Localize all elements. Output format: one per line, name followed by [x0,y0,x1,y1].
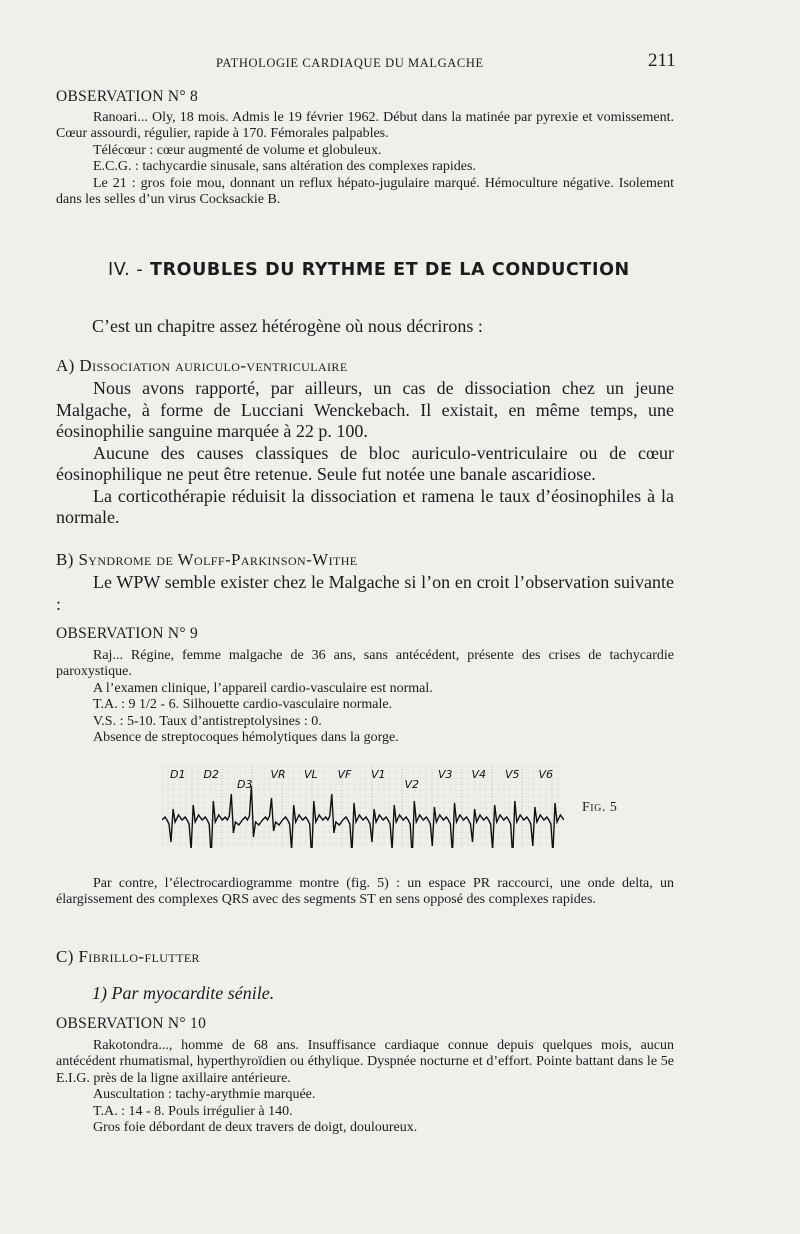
subsection-c-subheading: 1) Par myocardite sénile. [92,983,275,1003]
section-number: IV. - [108,260,144,280]
ecg-lead-label: V3 [438,768,453,781]
observation-8-heading: OBSERVATION N° 8 [56,88,199,105]
observation-8-body [56,110,674,208]
subsection-a-paragraph: La corticothérapie réduisit la dissociation et ramena le taux d’éosinophiles à la normale. [56,485,674,527]
figure-caption [56,876,674,909]
ecg-lead-label: VR [270,768,286,781]
subsection-b-heading: B) Syndrome de Wolff-Parkinson-Withe [56,550,358,569]
ecg-lead-label: VF [337,768,352,781]
obs9-paragraph: Absence de streptocoques hémolytiques dans la gorge. [93,730,399,746]
obs8-paragraph: Le 21 : gros foie mou, donnant un reflux hépato-jugulaire marqué. Hémoculture négative. Isolement dans les selles d’un virus Cocksackie B. [56,175,674,208]
ecg-lead-label: VL [304,768,318,781]
ecg-lead-label: V2 [404,778,420,791]
section-title: TROUBLES DU RYTHME ET DE LA CONDUCTION [150,260,630,280]
subsection-b-paragraph: Le WPW semble exister chez le Malgache si l’on en croit l’observation suivante : [56,572,674,614]
page-number: 211 [648,50,676,71]
ecg-lead-label: D1 [170,768,186,781]
ecg-lead-label: V6 [538,768,554,781]
subsection-a-heading: A) Dissociation auriculo-ventriculaire [56,356,348,375]
subsection-a-body [56,378,674,529]
ecg-lead-label: D3 [237,778,253,791]
obs8-paragraph: Télécœur : cœur augmenté de volume et globuleux. [93,142,382,158]
obs9-paragraph: T.A. : 9 1/2 - 6. Silhouette cardio-vasculaire normale. [93,697,393,713]
observation-10-body [56,1038,674,1136]
obs9-paragraph: A l’examen clinique, l’appareil cardio-vasculaire est normal. [93,680,433,696]
running-head-title: PATHOLOGIE CARDIAQUE DU MALGACHE [216,56,484,70]
section-heading [108,260,630,280]
running-head [0,50,800,76]
subsection-a-paragraph: Aucune des causes classiques de bloc auriculo-ventriculaire ou de cœur éosinophilique ne peut être retenue. Seule fut notée une banale ascaridiose. [56,442,674,484]
obs10-paragraph: T.A. : 14 - 8. Pouls irrégulier à 140. [93,1103,293,1119]
obs9-paragraph: V.S. : 5-10. Taux d’antistreptolysines : 0. [93,713,322,729]
ecg-waveform [162,786,564,848]
subsection-a-paragraph: Nous avons rapporté, par ailleurs, un cas de dissociation chez un jeune Malgache, à forme de Lucciani Wenckebach. Il existait, en même temps, une éosinophilie sanguine marquée à 22 p. 100. [56,378,674,441]
obs10-paragraph: Rakotondra..., homme de 68 ans. Insuffisance cardiaque connue depuis quelques mois, aucun antécédent rhumatismal, hyperthyroïdien ou éthylique. Dyspnée nocturne et d’effort. Pointe battant dans le 5e E.I.G. près de la ligne axillaire antérieure. [56,1038,674,1086]
observation-9-heading: OBSERVATION N° 9 [56,625,199,642]
obs8-paragraph: Ranoari... Oly, 18 mois. Admis le 19 février 1962. Début dans la matinée par pyrexie et vomissement. Cœur assourdi, régulier, rapide à 170. Fémorales palpables. [56,110,674,142]
ecg-lead-label: V1 [371,768,386,781]
figure-caption-text: Par contre, l’électrocardiogramme montre (fig. 5) : un espace PR raccourci, une onde delta, un élargissement des complexes QRS avec des segments ST en sens opposé des complexes rapides. [56,876,674,908]
subsection-c-heading: C) Fibrillo-flutter [56,947,200,966]
obs8-paragraph: E.C.G. : tachycardie sinusale, sans altération des complexes rapides. [93,159,476,175]
observation-9-body [56,648,674,746]
obs10-paragraph: Auscultation : tachy-arythmie marquée. [93,1087,316,1103]
observation-10-heading: OBSERVATION N° 10 [56,1015,207,1032]
intro-paragraph: C’est un chapitre assez hétérogène où nous décrirons : [92,316,483,336]
ecg-lead-label: V5 [505,768,520,781]
ecg-lead-label: V4 [471,768,487,781]
ecg-figure [162,762,564,848]
obs9-paragraph: Raj... Régine, femme malgache de 36 ans, sans antécédent, présente des crises de tachycardie paroxystique. [56,648,674,680]
subsection-b-body [56,572,674,615]
ecg-trace [162,762,564,848]
ecg-lead-label: D2 [203,768,219,781]
obs10-paragraph: Gros foie débordant de deux travers de doigt, douloureux. [93,1120,418,1136]
figure-label: Fig. 5 [582,800,618,815]
